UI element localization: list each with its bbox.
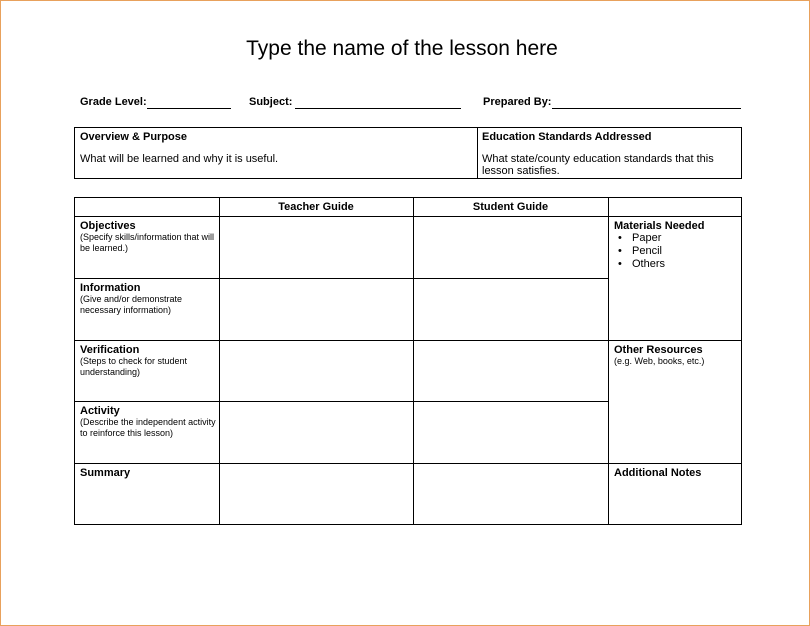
resources-heading: Other Resources — [614, 344, 703, 356]
grade-level-blank[interactable] — [147, 108, 231, 109]
summary-heading: Summary — [80, 467, 131, 479]
notes-heading: Additional Notes — [614, 467, 702, 479]
grid-vline-1 — [219, 198, 220, 524]
materials-item: • Pencil — [614, 245, 738, 258]
verification-heading: Verification — [80, 344, 140, 356]
materials-item: • Others — [614, 258, 738, 271]
materials-cell — [614, 220, 738, 271]
verification-cell — [80, 344, 216, 378]
grid-hline-1 — [75, 278, 608, 279]
student-guide-header: Student Guide — [472, 201, 549, 213]
overview-text[interactable]: What will be learned and why it is useful. — [80, 153, 279, 165]
lesson-grid — [74, 197, 742, 525]
standards-text[interactable]: What state/county education standards that this lesson satisfies. — [482, 153, 714, 177]
grade-level-field[interactable] — [80, 96, 147, 108]
resources-cell — [614, 344, 738, 367]
objectives-heading: Objectives — [80, 220, 136, 232]
grid-hline-2 — [75, 340, 741, 341]
information-heading: Information — [80, 282, 141, 294]
teacher-guide-header: Teacher Guide — [278, 201, 354, 213]
overview-standards-table — [74, 127, 742, 179]
verification-desc: (Steps to check for student understanding) — [80, 356, 188, 377]
activity-heading: Activity — [80, 405, 120, 417]
materials-item: • Paper — [614, 232, 738, 245]
objectives-desc: (Specify skills/information that will be learned.) — [80, 232, 215, 253]
prepared-by-blank[interactable] — [552, 108, 741, 109]
resources-desc: (e.g. Web, books, etc.) — [614, 356, 705, 366]
activity-desc: (Describe the independent activity to reinforce this lesson) — [80, 417, 216, 438]
grid-vline-3 — [608, 198, 609, 524]
activity-cell — [80, 405, 216, 439]
grid-hline-4 — [75, 463, 741, 464]
materials-list — [614, 232, 738, 271]
grid-vline-2 — [413, 198, 414, 524]
subject-field[interactable] — [249, 96, 292, 108]
standards-heading: Education Standards Addressed — [482, 131, 652, 143]
overview-heading: Overview & Purpose — [80, 131, 187, 143]
overview-divider — [477, 128, 478, 178]
grade-level-label: Grade Level: — [80, 96, 147, 108]
notes-cell — [614, 467, 738, 479]
summary-cell — [80, 467, 216, 479]
prepared-by-field[interactable] — [483, 96, 551, 108]
materials-heading: Materials Needed — [614, 220, 705, 232]
grid-hline-header — [75, 216, 741, 217]
objectives-cell — [80, 220, 216, 254]
information-cell — [80, 282, 216, 316]
information-desc: (Give and/or demonstrate necessary information) — [80, 294, 183, 315]
grid-hline-3 — [75, 401, 608, 402]
lesson-title[interactable]: Type the name of the lesson here — [246, 37, 558, 60]
subject-blank[interactable] — [295, 108, 461, 109]
subject-label: Subject: — [249, 96, 293, 108]
prepared-by-label: Prepared By: — [483, 96, 552, 108]
